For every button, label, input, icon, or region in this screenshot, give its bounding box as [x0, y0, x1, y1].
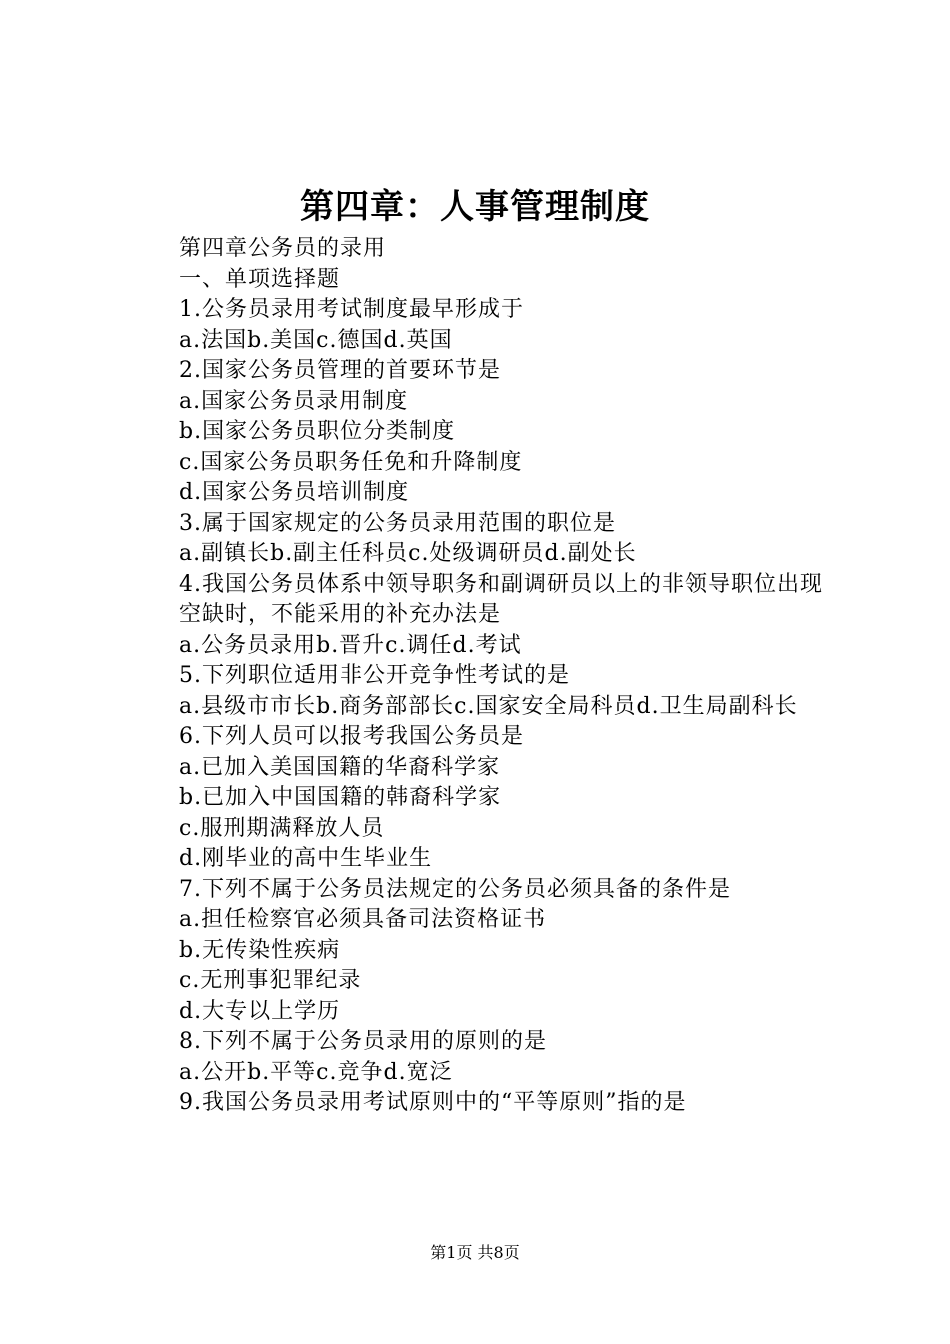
text-line: 1.公务员录用考试制度最早形成于 [179, 297, 524, 322]
document-body [132, 234, 832, 1119]
text-line: 3.属于国家规定的公务员录用范围的职位是 [179, 510, 616, 536]
text-line: a.公务员录用b.晋升c.调任d.考试 [179, 632, 522, 658]
text-line: a.法国b.美国c.德国d.英国 [179, 327, 453, 353]
text-line: 7.下列不属于公务员法规定的公务员必须具备的条件是 [179, 876, 731, 902]
text-line: 2.国家公务员管理的首要环节是 [179, 358, 501, 383]
text-line: d.国家公务员培训制度 [179, 480, 410, 505]
text-line: 空缺时，不能采用的补充办法是 [179, 602, 502, 627]
text-line: 一、单项选择题 [179, 266, 341, 292]
text-line: 第四章公务员的录用 [179, 236, 387, 261]
text-line: 8.下列不属于公务员录用的原则的是 [179, 1029, 547, 1054]
text-line: a.公开b.平等c.竞争d.宽泛 [179, 1059, 453, 1085]
text-line: 5.下列职位适用非公开竞争性考试的是 [179, 663, 570, 688]
text-line: a.担任检察官必须具备司法资格证书 [179, 907, 547, 932]
text-line: c.服刑期满释放人员 [179, 815, 385, 841]
document-title: 第四章：人事管理制度 [300, 187, 650, 227]
text-paragraph: 4.我国公务员体系中领导职务和副调研员以上的非领导职位出现 [179, 571, 823, 597]
text-line: b.国家公务员职位分类制度 [179, 419, 456, 444]
page-number: 第1页 共8页 [430, 1243, 520, 1262]
text-paragraph: a.县级市市长b.商务部部长c.国家安全局科员d.卫生局副科长 [179, 693, 798, 719]
text-line: a.已加入美国国籍的华裔科学家 [179, 754, 501, 780]
text-line: a.副镇长b.副主任科员c.处级调研员d.副处长 [179, 541, 637, 566]
text-line: 6.下列人员可以报考我国公务员是 [179, 724, 524, 749]
text-line: d.刚毕业的高中生毕业生 [179, 846, 433, 871]
text-line: b.已加入中国国籍的韩裔科学家 [179, 785, 502, 810]
text-line: b.无传染性疾病 [179, 937, 341, 963]
text-line: d.大专以上学历 [179, 998, 341, 1024]
text-line: c.无刑事犯罪纪录 [179, 968, 362, 993]
text-line: 9.我国公务员录用考试原则中的“平等原则”指的是 [179, 1090, 687, 1115]
text-line: a.国家公务员录用制度 [179, 388, 409, 414]
text-line: c.国家公务员职务任免和升降制度 [179, 449, 523, 475]
